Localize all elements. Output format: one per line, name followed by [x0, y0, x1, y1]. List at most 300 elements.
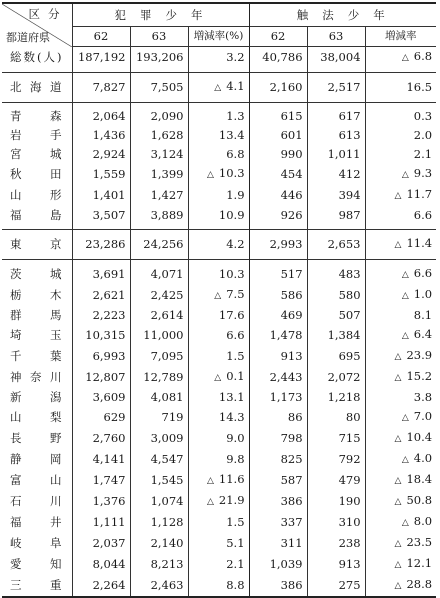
table-row: [2, 512, 436, 533]
cell-value: 2,160: [269, 80, 303, 94]
decrease-triangle-icon: △: [394, 434, 402, 444]
cell-value: 798: [280, 431, 303, 445]
table-row: [2, 47, 436, 73]
row-label-text: 千 葉: [10, 349, 62, 363]
cell-value: 4.1: [226, 79, 245, 93]
row-label-text: 栃 木: [10, 288, 62, 302]
change-rate-cell: [365, 103, 436, 127]
count-cell: [72, 388, 130, 407]
cell-value: 1,545: [150, 473, 184, 487]
count-cell: [72, 285, 130, 306]
cell-value: 913: [280, 349, 303, 363]
cell-value: 2.0: [413, 128, 433, 142]
statistics-table-page: [2, 2, 438, 592]
change-rate-cell: [365, 470, 436, 491]
row-label: [2, 126, 72, 145]
cell-value: 18.4: [406, 472, 433, 486]
count-cell: [130, 449, 188, 470]
count-cell: [249, 346, 307, 367]
cell-value: 238: [338, 536, 361, 550]
change-rate-cell: [188, 407, 249, 428]
row-label: [2, 428, 72, 449]
cell-value: 7,827: [92, 80, 126, 94]
cell-value: 1,478: [269, 328, 303, 342]
count-cell: [130, 145, 188, 164]
decrease-triangle-icon: △: [206, 476, 214, 486]
cell-value: 3,889: [150, 208, 184, 222]
cell-value: 454: [280, 167, 303, 181]
decrease-triangle-icon: △: [394, 191, 402, 201]
cell-value: 6,993: [92, 349, 126, 363]
row-label-text: 神 奈 川: [10, 370, 62, 384]
cell-value: 1.3: [226, 109, 245, 123]
row-label-text: 愛 知: [10, 557, 62, 571]
count-cell: [307, 260, 365, 286]
cell-value: 613: [338, 128, 361, 142]
count-cell: [249, 367, 307, 388]
cell-value: 394: [338, 188, 361, 202]
count-cell: [130, 206, 188, 230]
cell-value: 10.4: [406, 430, 433, 444]
cell-value: 6.8: [413, 49, 433, 63]
decrease-triangle-icon: △: [206, 497, 214, 507]
count-cell: [249, 126, 307, 145]
count-cell: [249, 470, 307, 491]
row-label-text: 東 京: [10, 237, 62, 251]
row-label-text: 富 山: [10, 473, 62, 487]
cell-value: 483: [338, 267, 361, 281]
cell-value: 4.0: [413, 451, 433, 465]
count-cell: [72, 325, 130, 346]
table-row: [2, 407, 436, 428]
row-label-text: 福 井: [10, 515, 62, 529]
cell-value: 187,192: [77, 50, 126, 64]
table-row: [2, 533, 436, 554]
table-row: [2, 575, 436, 597]
count-cell: [307, 103, 365, 127]
cell-value: 587: [280, 473, 303, 487]
cell-value: 1,436: [92, 128, 126, 142]
table-row: [2, 164, 436, 185]
cell-value: 11.7: [406, 187, 433, 201]
count-cell: [72, 47, 130, 73]
decrease-triangle-icon: △: [394, 352, 402, 362]
cell-value: 1,218: [327, 390, 361, 404]
row-label: [2, 470, 72, 491]
col-header: 62: [249, 27, 307, 47]
cell-value: 469: [280, 308, 303, 322]
change-rate-cell: [188, 367, 249, 388]
cell-value: 1,747: [92, 473, 126, 487]
cell-value: 0.1: [226, 369, 245, 383]
cell-value: 24,256: [143, 237, 184, 251]
cell-value: 792: [338, 452, 361, 466]
change-rate-cell: [188, 533, 249, 554]
change-rate-cell: [365, 185, 436, 206]
count-cell: [72, 206, 130, 230]
change-rate-cell: [365, 164, 436, 185]
row-label-text: 岐 阜: [10, 536, 62, 550]
change-rate-cell: [365, 512, 436, 533]
row-label-text: 茨 城: [10, 267, 62, 281]
row-label-text: 三 重: [10, 578, 62, 592]
change-rate-cell: [365, 388, 436, 407]
col-header: 63: [307, 27, 365, 47]
change-rate-cell: [365, 407, 436, 428]
cell-value: 1,173: [269, 390, 303, 404]
table-row: [2, 325, 436, 346]
count-cell: [72, 554, 130, 575]
row-label: [2, 185, 72, 206]
table-row: [2, 388, 436, 407]
decrease-triangle-icon: △: [214, 83, 222, 93]
row-label: [2, 491, 72, 512]
cell-value: 1,628: [150, 128, 184, 142]
cell-value: 9.0: [226, 431, 245, 445]
count-cell: [307, 388, 365, 407]
cell-value: 8,044: [92, 557, 126, 571]
change-rate-cell: [188, 388, 249, 407]
cell-value: 23.9: [406, 348, 433, 362]
cell-value: 2,425: [150, 288, 184, 302]
table-row: [2, 285, 436, 306]
count-cell: [130, 73, 188, 103]
change-rate-cell: [365, 449, 436, 470]
cell-value: 337: [280, 515, 303, 529]
cell-value: 15.2: [406, 369, 433, 383]
decrease-triangle-icon: △: [401, 455, 409, 465]
cell-value: 2,090: [150, 109, 184, 123]
change-rate-cell: [365, 491, 436, 512]
cell-value: 1,427: [150, 188, 184, 202]
change-rate-cell: [188, 185, 249, 206]
cell-value: 11.6: [218, 472, 245, 486]
count-cell: [307, 73, 365, 103]
cell-value: 479: [338, 473, 361, 487]
change-rate-cell: [365, 47, 436, 73]
table-row: [2, 554, 436, 575]
count-cell: [130, 325, 188, 346]
count-cell: [72, 407, 130, 428]
cell-value: 193,206: [135, 50, 184, 64]
change-rate-cell: [365, 73, 436, 103]
cell-value: 10.9: [218, 208, 245, 222]
count-cell: [307, 306, 365, 325]
cell-value: 586: [280, 288, 303, 302]
category-label: 区分: [28, 7, 68, 21]
change-rate-cell: [365, 346, 436, 367]
row-label: [2, 285, 72, 306]
cell-value: 9.8: [226, 452, 245, 466]
count-cell: [307, 126, 365, 145]
count-cell: [307, 491, 365, 512]
row-label: [2, 575, 72, 597]
decrease-triangle-icon: △: [394, 476, 402, 486]
cell-value: 1,011: [327, 147, 361, 161]
cell-value: 1,039: [269, 557, 303, 571]
category-stub-header: [2, 3, 72, 47]
cell-value: 40,786: [262, 50, 303, 64]
count-cell: [130, 554, 188, 575]
cell-value: 1.5: [226, 349, 245, 363]
cell-value: 6.4: [413, 327, 433, 341]
change-rate-cell: [365, 575, 436, 597]
change-rate-cell: [188, 554, 249, 575]
cell-value: 7,095: [150, 349, 184, 363]
count-cell: [249, 575, 307, 597]
cell-value: 3,609: [92, 390, 126, 404]
change-rate-cell: [365, 126, 436, 145]
count-cell: [307, 230, 365, 260]
table-row: [2, 428, 436, 449]
count-cell: [249, 260, 307, 286]
table-body: [2, 47, 436, 598]
decrease-triangle-icon: △: [214, 291, 222, 301]
row-label: [2, 260, 72, 286]
cell-value: 386: [280, 578, 303, 592]
col-header: 62: [72, 27, 130, 47]
change-rate-cell: [365, 554, 436, 575]
change-rate-cell: [188, 449, 249, 470]
cell-value: 11.4: [406, 236, 433, 250]
row-label: [2, 206, 72, 230]
cell-value: 16.5: [406, 80, 433, 94]
cell-value: 4.2: [226, 237, 245, 251]
cell-value: 446: [280, 188, 303, 202]
cell-value: 2,443: [269, 370, 303, 384]
count-cell: [307, 470, 365, 491]
change-rate-cell: [188, 145, 249, 164]
count-cell: [249, 206, 307, 230]
cell-value: 7.5: [226, 287, 245, 301]
count-cell: [130, 491, 188, 512]
cell-value: 10.3: [218, 267, 245, 281]
row-label: [2, 73, 72, 103]
cell-value: 2,223: [92, 308, 126, 322]
count-cell: [130, 185, 188, 206]
table-row: [2, 470, 436, 491]
cell-value: 601: [280, 128, 303, 142]
cell-value: 615: [280, 109, 303, 123]
cell-value: 1,401: [92, 188, 126, 202]
change-rate-cell: [188, 206, 249, 230]
table-row: [2, 491, 436, 512]
row-label: [2, 325, 72, 346]
cell-value: 10.3: [218, 166, 245, 180]
count-cell: [249, 554, 307, 575]
cell-value: 23.5: [406, 535, 433, 549]
decrease-triangle-icon: △: [401, 413, 409, 423]
row-label: [2, 407, 72, 428]
cell-value: 412: [338, 167, 361, 181]
count-cell: [307, 367, 365, 388]
cell-value: 2,517: [327, 80, 361, 94]
cell-value: 2,614: [150, 308, 184, 322]
count-cell: [307, 407, 365, 428]
cell-value: 825: [280, 452, 303, 466]
decrease-triangle-icon: △: [401, 518, 409, 528]
cell-value: 50.8: [406, 493, 433, 507]
cell-value: 2,140: [150, 536, 184, 550]
count-cell: [72, 126, 130, 145]
cell-value: 629: [103, 410, 126, 424]
cell-value: 617: [338, 109, 361, 123]
cell-value: 2.1: [226, 557, 245, 571]
cell-value: 3.2: [226, 50, 245, 64]
change-rate-cell: [188, 285, 249, 306]
count-cell: [72, 428, 130, 449]
cell-value: 1.9: [226, 188, 245, 202]
row-label-text: 長 野: [10, 431, 62, 445]
cell-value: 8.0: [413, 514, 433, 528]
row-label: [2, 145, 72, 164]
count-cell: [130, 388, 188, 407]
change-rate-cell: [365, 285, 436, 306]
change-rate-cell: [365, 145, 436, 164]
change-rate-cell: [365, 206, 436, 230]
count-cell: [307, 428, 365, 449]
change-rate-cell: [365, 533, 436, 554]
count-cell: [130, 285, 188, 306]
change-rate-cell: [188, 230, 249, 260]
decrease-triangle-icon: △: [394, 373, 402, 383]
change-rate-cell: [365, 260, 436, 286]
count-cell: [249, 449, 307, 470]
count-cell: [72, 575, 130, 597]
table-row: [2, 230, 436, 260]
cell-value: 7.0: [413, 409, 433, 423]
cell-value: 3,124: [150, 147, 184, 161]
law-breaking-juvenile-group-header: 触法少年: [249, 3, 436, 27]
table-row: [2, 260, 436, 286]
decrease-triangle-icon: △: [206, 170, 214, 180]
cell-value: 12,789: [143, 370, 184, 384]
cell-value: 310: [338, 515, 361, 529]
count-cell: [249, 230, 307, 260]
cell-value: 2.1: [413, 147, 433, 161]
cell-value: 4,081: [150, 390, 184, 404]
cell-value: 7,505: [150, 80, 184, 94]
table-row: [2, 73, 436, 103]
count-cell: [307, 206, 365, 230]
change-rate-cell: [188, 260, 249, 286]
count-cell: [307, 346, 365, 367]
cell-value: 4,071: [150, 267, 184, 281]
row-label-text: 岩 手: [10, 128, 62, 142]
cell-value: 6.6: [413, 208, 433, 222]
table-row: [2, 306, 436, 325]
change-rate-cell: [188, 346, 249, 367]
cell-value: 4,141: [92, 452, 126, 466]
count-cell: [130, 575, 188, 597]
crime-juvenile-group-header: 犯罪少年: [72, 3, 249, 27]
change-rate-cell: [188, 164, 249, 185]
count-cell: [130, 346, 188, 367]
count-cell: [130, 407, 188, 428]
change-rate-cell: [188, 47, 249, 73]
change-rate-cell: [365, 306, 436, 325]
count-cell: [72, 185, 130, 206]
cell-value: 2,924: [92, 147, 126, 161]
row-label-text: 福 島: [10, 208, 62, 222]
decrease-triangle-icon: △: [394, 240, 402, 250]
count-cell: [307, 575, 365, 597]
cell-value: 275: [338, 578, 361, 592]
cell-value: 913: [338, 557, 361, 571]
count-cell: [249, 407, 307, 428]
change-rate-cell: [188, 126, 249, 145]
change-rate-cell: [188, 103, 249, 127]
count-cell: [307, 325, 365, 346]
count-cell: [72, 449, 130, 470]
row-label: [2, 367, 72, 388]
row-label: [2, 230, 72, 260]
count-cell: [249, 306, 307, 325]
count-cell: [130, 126, 188, 145]
count-cell: [249, 73, 307, 103]
cell-value: 3.8: [413, 390, 433, 404]
cell-value: 1,128: [150, 515, 184, 529]
cell-value: 517: [280, 267, 303, 281]
decrease-triangle-icon: △: [401, 170, 409, 180]
row-label-text: 宮 城: [10, 147, 62, 161]
cell-value: 926: [280, 208, 303, 222]
cell-value: 2,621: [92, 288, 126, 302]
cell-value: 719: [161, 410, 184, 424]
cell-value: 580: [338, 288, 361, 302]
cell-value: 1,399: [150, 167, 184, 181]
count-cell: [249, 145, 307, 164]
row-label: [2, 103, 72, 127]
cell-value: 4,547: [150, 452, 184, 466]
change-rate-cell: [188, 491, 249, 512]
row-label: [2, 449, 72, 470]
cell-value: 507: [338, 308, 361, 322]
cell-value: 14.3: [218, 410, 245, 424]
count-cell: [72, 306, 130, 325]
cell-value: 12.1: [406, 556, 433, 570]
cell-value: 190: [338, 494, 361, 508]
count-cell: [130, 512, 188, 533]
cell-value: 80: [345, 410, 361, 424]
count-cell: [249, 388, 307, 407]
cell-value: 1,074: [150, 494, 184, 508]
count-cell: [72, 533, 130, 554]
table-row: [2, 185, 436, 206]
table-row: [2, 206, 436, 230]
count-cell: [72, 346, 130, 367]
count-cell: [249, 47, 307, 73]
cell-value: 3,507: [92, 208, 126, 222]
row-label-text: 群 馬: [10, 308, 62, 322]
table-row: [2, 367, 436, 388]
count-cell: [72, 367, 130, 388]
change-rate-cell: [365, 325, 436, 346]
cell-value: 2,760: [92, 431, 126, 445]
count-cell: [249, 325, 307, 346]
cell-value: 17.6: [218, 308, 245, 322]
row-label: [2, 47, 72, 73]
cell-value: 2,037: [92, 536, 126, 550]
count-cell: [307, 449, 365, 470]
decrease-triangle-icon: △: [401, 270, 409, 280]
cell-value: 5.1: [226, 536, 245, 550]
decrease-triangle-icon: △: [214, 373, 222, 383]
count-cell: [249, 285, 307, 306]
count-cell: [130, 47, 188, 73]
cell-value: 12,807: [85, 370, 126, 384]
count-cell: [307, 554, 365, 575]
